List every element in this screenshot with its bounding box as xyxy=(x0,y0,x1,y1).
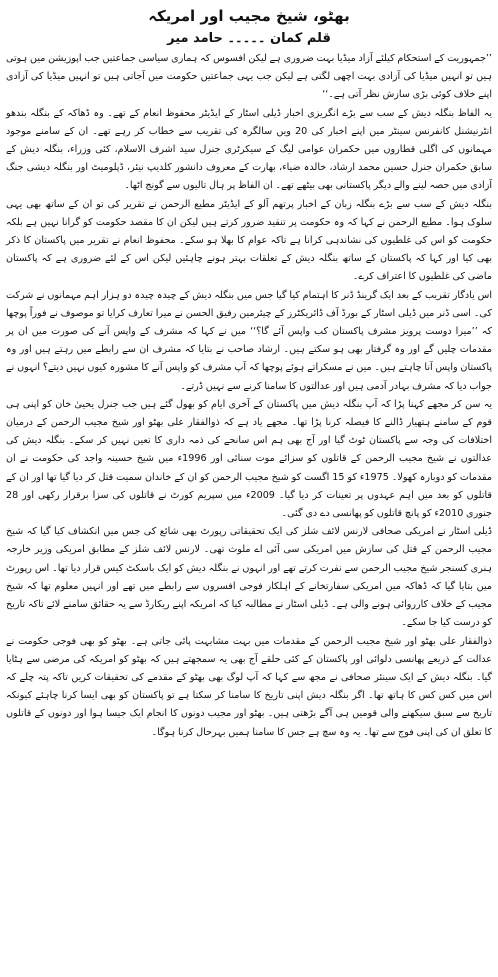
paragraph: اس یادگار تقریب کے بعد ایک گرینڈ ڈنر کا اہتمام کیا گیا جس میں بنگلہ دیش کے چیدہ چیدہ دو ہزار اہم مہمانوں نے شرکت کی۔ اسی ڈنر میں ڈیلی اسٹار کے بورڈ آف ڈائریکٹرز کے چیئرمین رفیق الحسن نے میرا تعارف کرایا تو موصوف نے فوراً پوچھا کہ ’’میرا دوست پرویز مشرف پاکستان کب واپس آئے گا؟‘‘ میں نے کہا کہ مشرف کے واپس آنے کی صورت میں ان پر مقدمات چلیں گے اور وہ گرفتار بھی ہو سکتے ہیں۔ ارشاد صاحب نے بتایا کہ مشرف ان سے رابطے میں رہتے ہیں اور وہ پاکستان واپس آنا چاہتے ہیں۔ میں نے مسکراتے ہوئے پوچھا کہ آپ مشرف کو واپس آنے کا مشورہ کیوں نہیں دیتے؟ انہوں نے جواب دیا کہ مشرف بہادر آدمی ہیں اور عدالتوں کا سامنا کرنے سے نہیں ڈرتے۔ xyxy=(6,289,492,392)
paragraph: ’’جمہوریت کے استحکام کیلئے آزاد میڈیا بہت ضروری ہے لیکن افسوس کہ ہماری سیاسی جماعتیں جب اپوزیشن میں ہوتی ہیں تو انہیں میڈیا کی آزادی بہت اچھی لگتی ہے لیکن جب یہی جماعتیں حکومت میں آجاتی ہیں تو انہیں میڈیا کی آزادی اپنے خلاف کوئی بڑی سازش نظر آتی ہے۔‘‘ xyxy=(6,53,492,101)
paragraph: یہ الفاظ بنگلہ دیش کے سب سے بڑے انگریزی اخبار ڈیلی اسٹار کے ایڈیٹر محفوظ انعام کے تھے۔ وہ ڈھاکہ کے بنگلہ بندھو انٹرنیشنل کانفرنس سینٹر میں اپنے اخبار کی 20 ویں سالگرہ کی تقریب سے خطاب کر رہے تھے۔ ان کے سامنے موجود مہمانوں کی اگلی قطاروں میں حکمران عوامی لیگ کے سیکرٹری جنرل سید اشرف الاسلام، کئی وزراء، بنگلہ دیش کے سابق حکمران جنرل حسین محمد ارشاد، خالدہ ضیاء، بھارت کے معروف دانشور کلدیپ نیئر، ڈپلومیٹ اور بنگلہ دیشی جنگ آزادی میں حصہ لینے والے دیگر پاکستانی بھی بیٹھے تھے۔ ان الفاظ پر ہال تالیوں سے گونج اٹھا۔ xyxy=(6,107,492,192)
paragraph: بنگلہ دیش کے سب سے بڑے بنگلہ زبان کے اخبار پرتھم آلو کے ایڈیٹر مطیع الرحمن نے تقریر کی تو ان کے ساتھ بھی یہی سلوک ہوا۔ مطیع الرحمن نے کہا کہ وہ حکومت پر تنقید ضرور کرتے ہیں لیکن ان کا مقصد حکومت کو گرانا نہیں ہے بلکہ حکومت کو اس کی غلطیوں کی نشاندہی کرانا ہے تاکہ عوام کا بھلا ہو سکے۔ محفوظ انعام نے تقریر میں پاکستان کا ذکر بھی کیا اور کہا کہ پاکستان کے ساتھ بنگلہ دیش کے تعلقات بہتر ہونے چاہئیں لیکن اس کے لئے ضروری ہے کہ پاکستان ماضی کی غلطیوں کا اعتراف کرے۔ xyxy=(6,198,492,283)
article-body xyxy=(6,50,492,742)
column-byline: قلم کمان ۔۔۔۔۔ حامد میر xyxy=(167,31,331,46)
paragraph: ذوالفقار علی بھٹو اور شیخ مجیب الرحمن کے مقدمات میں بہت مشابہت پائی جاتی ہے۔ بھٹو کو بھی فوجی حکومت نے عدالت کے ذریعے پھانسی دلوائی اور پاکستان کے کئی حلقے آج بھی یہ سمجھتے ہیں کہ بھٹو کو امریکہ کی مرضی سے ہٹایا گیا۔ بنگلہ دیش کے ایک سینئر صحافی نے مجھ سے کہا کہ آپ لوگ بھی بھٹو کے مقدمے کی تحقیقات کریں تاکہ پتہ چلے کہ اس میں کس کس کا ہاتھ تھا۔ اگر بنگلہ دیش اپنی تاریخ کا سامنا کر سکتا ہے تو پاکستان کو بھی ایسا کرنا چاہئے کیونکہ تاریخ سے سبق سیکھنے والی قومیں ہی آگے بڑھتی ہیں۔ بھٹو اور مجیب دونوں کا انجام ایک جیسا ہوا اور دونوں کے قاتلوں کا تعلق ان کی اپنی فوج سے تھا۔ یہ وہ سچ ہے جس کا سامنا ہمیں بہرحال کرنا ہوگا۔ xyxy=(6,635,492,738)
paragraph: یہ سن کر مجھے کہنا پڑا کہ آپ بنگلہ دیش میں پاکستان کے آخری ایام کو بھول گئے ہیں جب جنرل یحییٰ خان کو اپنی ہی قوم کے سامنے ہتھیار ڈالنے کا فیصلہ کرنا پڑا تھا۔ مجھے یاد ہے کہ ذوالفقار علی بھٹو اور شیخ مجیب الرحمن کے درمیان اختلافات کی وجہ سے پاکستان ٹوٹ گیا اور آج بھی ہم اس سانحے کی ذمہ داری کا تعین نہیں کر سکے۔ بنگلہ دیش کی عدالتوں نے شیخ مجیب الرحمن کے قاتلوں کو سزائے موت سنائی اور 1996ء میں شیخ حسینہ واجد کی حکومت نے ان مقدمات کو دوبارہ کھولا۔ 1975ء کو 15 اگست کو شیخ مجیب الرحمن کو ان کے خاندان سمیت قتل کر دیا گیا تھا اور ان کے قاتلوں کو بعد میں اہم عہدوں پر تعینات کر دیا گیا۔ 2009ء میں سپریم کورٹ نے قاتلوں کی سزا برقرار رکھی اور 28 جنوری 2010ء کو پانچ قاتلوں کو پھانسی دے دی گئی۔ xyxy=(6,398,492,520)
paragraph: ڈیلی اسٹار نے امریکی صحافی لارنس لائف شلز کی ایک تحقیقاتی رپورٹ بھی شائع کی جس میں انکشاف کیا گیا کہ شیخ مجیب الرحمن کے قتل کی سازش میں امریکی سی آئی اے ملوث تھی۔ لارنس لائف شلز کے مطابق امریکی وزیر خارجہ ہنری کسنجر شیخ مجیب الرحمن سے نفرت کرتے تھے اور انہوں نے بنگلہ دیش کو ایک باسکٹ کیس قرار دیا تھا۔ اس رپورٹ میں بتایا گیا کہ ڈھاکہ میں امریکی سفارتخانے کے اہلکار فوجی افسروں سے رابطے میں تھے اور انہیں معلوم تھا کہ شیخ مجیب کے خلاف کارروائی ہونے والی ہے۔ ڈیلی اسٹار نے مطالبہ کیا کہ امریکہ اپنے ریکارڈ سے یہ حقائق سامنے لائے تاکہ تاریخ کو درست کیا جا سکے۔ xyxy=(6,526,492,629)
article-headline: بھٹو، شیخ مجیب اور امریکہ xyxy=(148,7,350,25)
